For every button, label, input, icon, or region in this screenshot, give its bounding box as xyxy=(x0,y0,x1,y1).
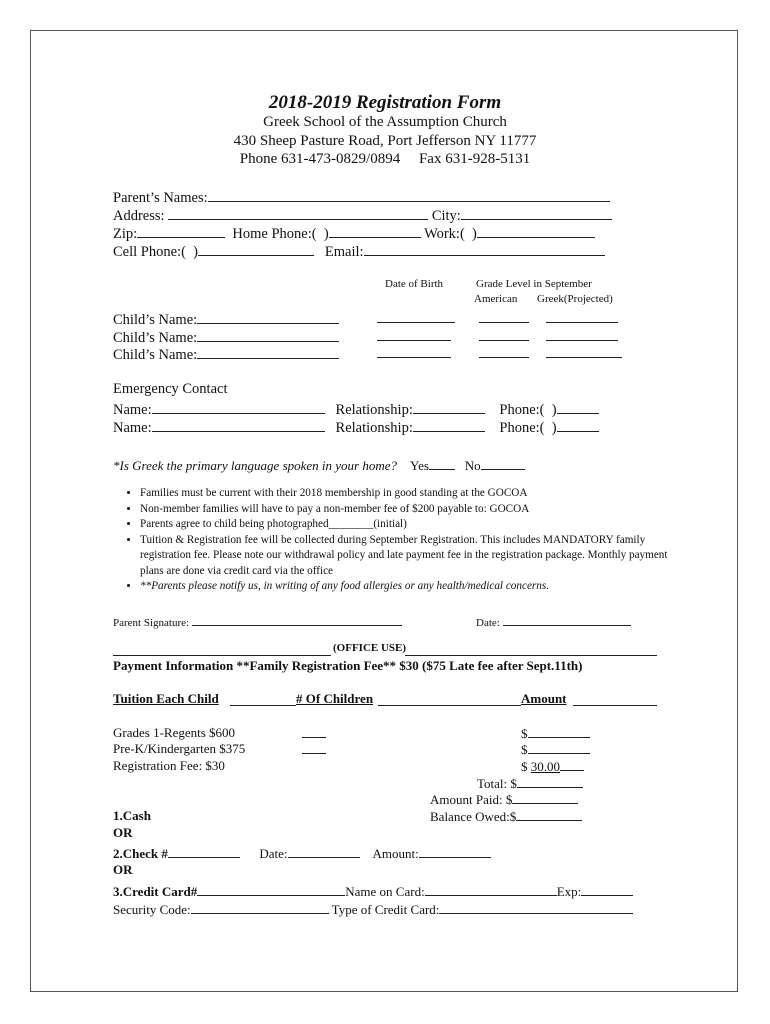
dollar-sign: $ xyxy=(521,726,528,741)
reg-fee-amount-row xyxy=(521,758,584,775)
phone-row xyxy=(113,223,595,243)
signature-date-row xyxy=(476,614,631,629)
header-underline xyxy=(230,705,296,706)
child-name-field[interactable] xyxy=(197,327,339,342)
city-field[interactable] xyxy=(461,205,612,220)
child-name-field[interactable] xyxy=(197,344,339,359)
payment-info: Payment Information **Family Registration Fee** $30 ($75 Late fee after Sept.11th) xyxy=(113,658,583,673)
email-label: Email: xyxy=(324,244,364,260)
check-amount-field[interactable] xyxy=(419,845,491,858)
relationship-label: Relationship: xyxy=(335,402,413,418)
child-name-label: Child’s Name: xyxy=(113,330,198,346)
cell-row xyxy=(113,241,605,261)
policy-item: • Tuition & Registration fee will be collected during September Registration. This includes MANDATORY family registration fee. Please note our withdrawal policy and late payment fee in the registration package. Monthly payment plans are done via credit card via the office xyxy=(140,533,680,580)
reg-fee-amount: 30.00 xyxy=(530,759,560,774)
grades-label: Grades 1-Regents $600 xyxy=(113,725,236,740)
policy-item: • Non-member families will have to pay a non-member fee of $200 payable to: GOCOA xyxy=(140,502,680,518)
emergency-phone-field[interactable] xyxy=(557,417,599,432)
child-row-1 xyxy=(113,309,339,329)
office-divider-left xyxy=(113,655,331,656)
header-underline xyxy=(573,705,657,706)
credit-row xyxy=(113,883,633,900)
child-greek-field[interactable] xyxy=(546,322,618,323)
office-use-label: (OFFICE USE) xyxy=(333,642,407,654)
check-date-field[interactable] xyxy=(288,845,360,858)
child-name-label: Child’s Name: xyxy=(113,347,198,363)
relationship-field[interactable] xyxy=(413,399,485,414)
signature-field[interactable] xyxy=(192,614,402,626)
total-label: Total: $ xyxy=(477,776,517,791)
exp-label: Exp: xyxy=(556,884,582,899)
grades-count-field[interactable] xyxy=(302,737,326,738)
policy-item: • **Parents please notify us, in writing of any food allergies or any health/medical concerns. xyxy=(140,579,680,595)
parent-names-label: Parent’s Names: xyxy=(113,190,208,206)
total-row xyxy=(477,775,583,792)
col-tuition: Tuition Each Child xyxy=(113,691,219,706)
child-row-3 xyxy=(113,344,339,364)
home-phone-field[interactable] xyxy=(329,223,421,238)
card-type-label: Type of Credit Card: xyxy=(331,902,440,917)
reg-fee-underline xyxy=(560,758,584,771)
check-date-label: Date: xyxy=(259,846,288,861)
child-american-field[interactable] xyxy=(479,357,529,358)
relationship-field[interactable] xyxy=(413,417,485,432)
signature-label: Parent Signature: xyxy=(113,617,190,629)
or-label: OR xyxy=(113,862,133,877)
signature-row xyxy=(113,614,402,629)
child-dob-field[interactable] xyxy=(377,340,451,341)
prek-amount-field[interactable] xyxy=(528,741,590,754)
check-option: 2.Check # xyxy=(113,846,168,861)
security-code-field[interactable] xyxy=(191,901,329,914)
city-label: City: xyxy=(431,208,461,224)
check-row xyxy=(113,845,491,862)
address-row xyxy=(113,205,612,225)
yes-field[interactable] xyxy=(429,455,455,470)
amount-paid-field[interactable] xyxy=(512,791,578,804)
grades-amount-row xyxy=(521,725,590,742)
no-label: No xyxy=(464,458,481,473)
zip-field[interactable] xyxy=(137,223,225,238)
work-label: Work:( xyxy=(424,226,465,242)
dollar-sign: $ xyxy=(521,759,528,774)
school-name: Greek School of the Assumption Church xyxy=(263,114,507,130)
emergency-name-field[interactable] xyxy=(152,417,325,432)
balance-owed-field[interactable] xyxy=(516,808,582,821)
child-american-field[interactable] xyxy=(479,322,529,323)
work-field[interactable] xyxy=(477,223,595,238)
home-phone-label: Home Phone:( xyxy=(232,226,317,242)
american-header: American xyxy=(474,293,518,305)
parent-names-row xyxy=(113,187,610,207)
child-name-field[interactable] xyxy=(197,309,339,324)
home-phone-paren: ) xyxy=(323,226,329,242)
dollar-sign: $ xyxy=(521,742,528,757)
check-amount-label: Amount: xyxy=(372,846,419,861)
balance-row xyxy=(430,808,582,825)
school-phone: Phone 631-473-0829/0894 xyxy=(239,151,401,167)
credit-card-option: 3.Credit Card# xyxy=(113,884,198,899)
paid-row xyxy=(430,791,578,808)
cell-phone-field[interactable] xyxy=(198,241,314,256)
card-type-field[interactable] xyxy=(439,901,633,914)
prek-amount-row xyxy=(521,741,590,758)
emergency-phone-label: Phone:( xyxy=(499,402,545,418)
language-row xyxy=(113,455,525,474)
exp-field[interactable] xyxy=(581,883,633,896)
emergency-row-2 xyxy=(113,417,599,437)
office-divider-right xyxy=(405,655,657,656)
emergency-phone-label: Phone:( xyxy=(499,420,545,436)
or-label: OR xyxy=(113,825,133,840)
greek-header: Greek(Projected) xyxy=(537,293,613,305)
col-amount: Amount xyxy=(521,691,567,706)
emergency-phone-paren: ) xyxy=(551,402,557,418)
school-contact xyxy=(0,151,770,168)
cell-phone-label: Cell Phone:( xyxy=(113,244,186,260)
relationship-label: Relationship: xyxy=(335,420,413,436)
header-underline xyxy=(378,705,521,706)
prek-label: Pre-K/Kindergarten $375 xyxy=(113,741,246,756)
dob-header: Date of Birth xyxy=(385,278,444,290)
emergency-phone-field[interactable] xyxy=(557,399,599,414)
cell-paren: ) xyxy=(193,244,198,260)
child-american-field[interactable] xyxy=(479,340,529,341)
signature-date-field[interactable] xyxy=(503,614,631,626)
total-field[interactable] xyxy=(517,775,583,788)
address-label: Address: xyxy=(113,208,165,224)
email-field[interactable] xyxy=(364,241,605,256)
zip-label: Zip: xyxy=(113,226,138,242)
policy-item: • Parents agree to child being photographed________(initial) xyxy=(140,517,680,533)
prek-count-field[interactable] xyxy=(302,753,326,754)
child-greek-field[interactable] xyxy=(546,340,618,341)
emergency-heading: Emergency Contact xyxy=(113,381,228,397)
language-question: *Is Greek the primary language spoken in your home? xyxy=(113,458,398,473)
child-greek-field[interactable] xyxy=(546,357,622,358)
check-number-field[interactable] xyxy=(168,845,240,858)
balance-owed-label: Balance Owed:$ xyxy=(430,809,517,824)
col-children: # Of Children xyxy=(296,691,374,706)
security-row xyxy=(113,901,633,918)
emergency-phone-paren: ) xyxy=(551,420,557,436)
cash-option: 1.Cash xyxy=(113,808,151,823)
form-title: 2018-2019 Registration Form xyxy=(268,92,502,113)
school-fax: Fax 631-928-5131 xyxy=(418,151,531,167)
school-address: 430 Sheep Pasture Road, Port Jefferson NY 11777 xyxy=(233,133,537,149)
emergency-name-label: Name: xyxy=(113,420,152,436)
signature-date-label: Date: xyxy=(476,617,500,629)
policy-list xyxy=(118,486,680,595)
emergency-name-label: Name: xyxy=(113,402,152,418)
child-name-label: Child’s Name: xyxy=(113,312,198,328)
emergency-name-field[interactable] xyxy=(152,399,325,414)
security-code-label: Security Code: xyxy=(113,902,191,917)
child-dob-field[interactable] xyxy=(377,322,455,323)
grade-header: Grade Level in September xyxy=(476,278,592,290)
address-field[interactable] xyxy=(168,205,428,220)
emergency-row-1 xyxy=(113,399,599,419)
no-field[interactable] xyxy=(481,455,525,470)
amount-paid-label: Amount Paid: $ xyxy=(430,792,513,807)
name-on-card-label: Name on Card: xyxy=(345,884,425,899)
parent-names-field[interactable] xyxy=(208,187,610,202)
reg-fee-label: Registration Fee: $30 xyxy=(113,758,225,773)
work-paren: ) xyxy=(472,226,477,242)
name-on-card-field[interactable] xyxy=(425,883,557,896)
child-dob-field[interactable] xyxy=(377,357,451,358)
credit-card-number-field[interactable] xyxy=(197,883,345,896)
policy-item: • Families must be current with their 2018 membership in good standing at the GOCOA xyxy=(140,486,680,502)
grades-amount-field[interactable] xyxy=(528,725,590,738)
yes-label: Yes xyxy=(410,458,429,473)
